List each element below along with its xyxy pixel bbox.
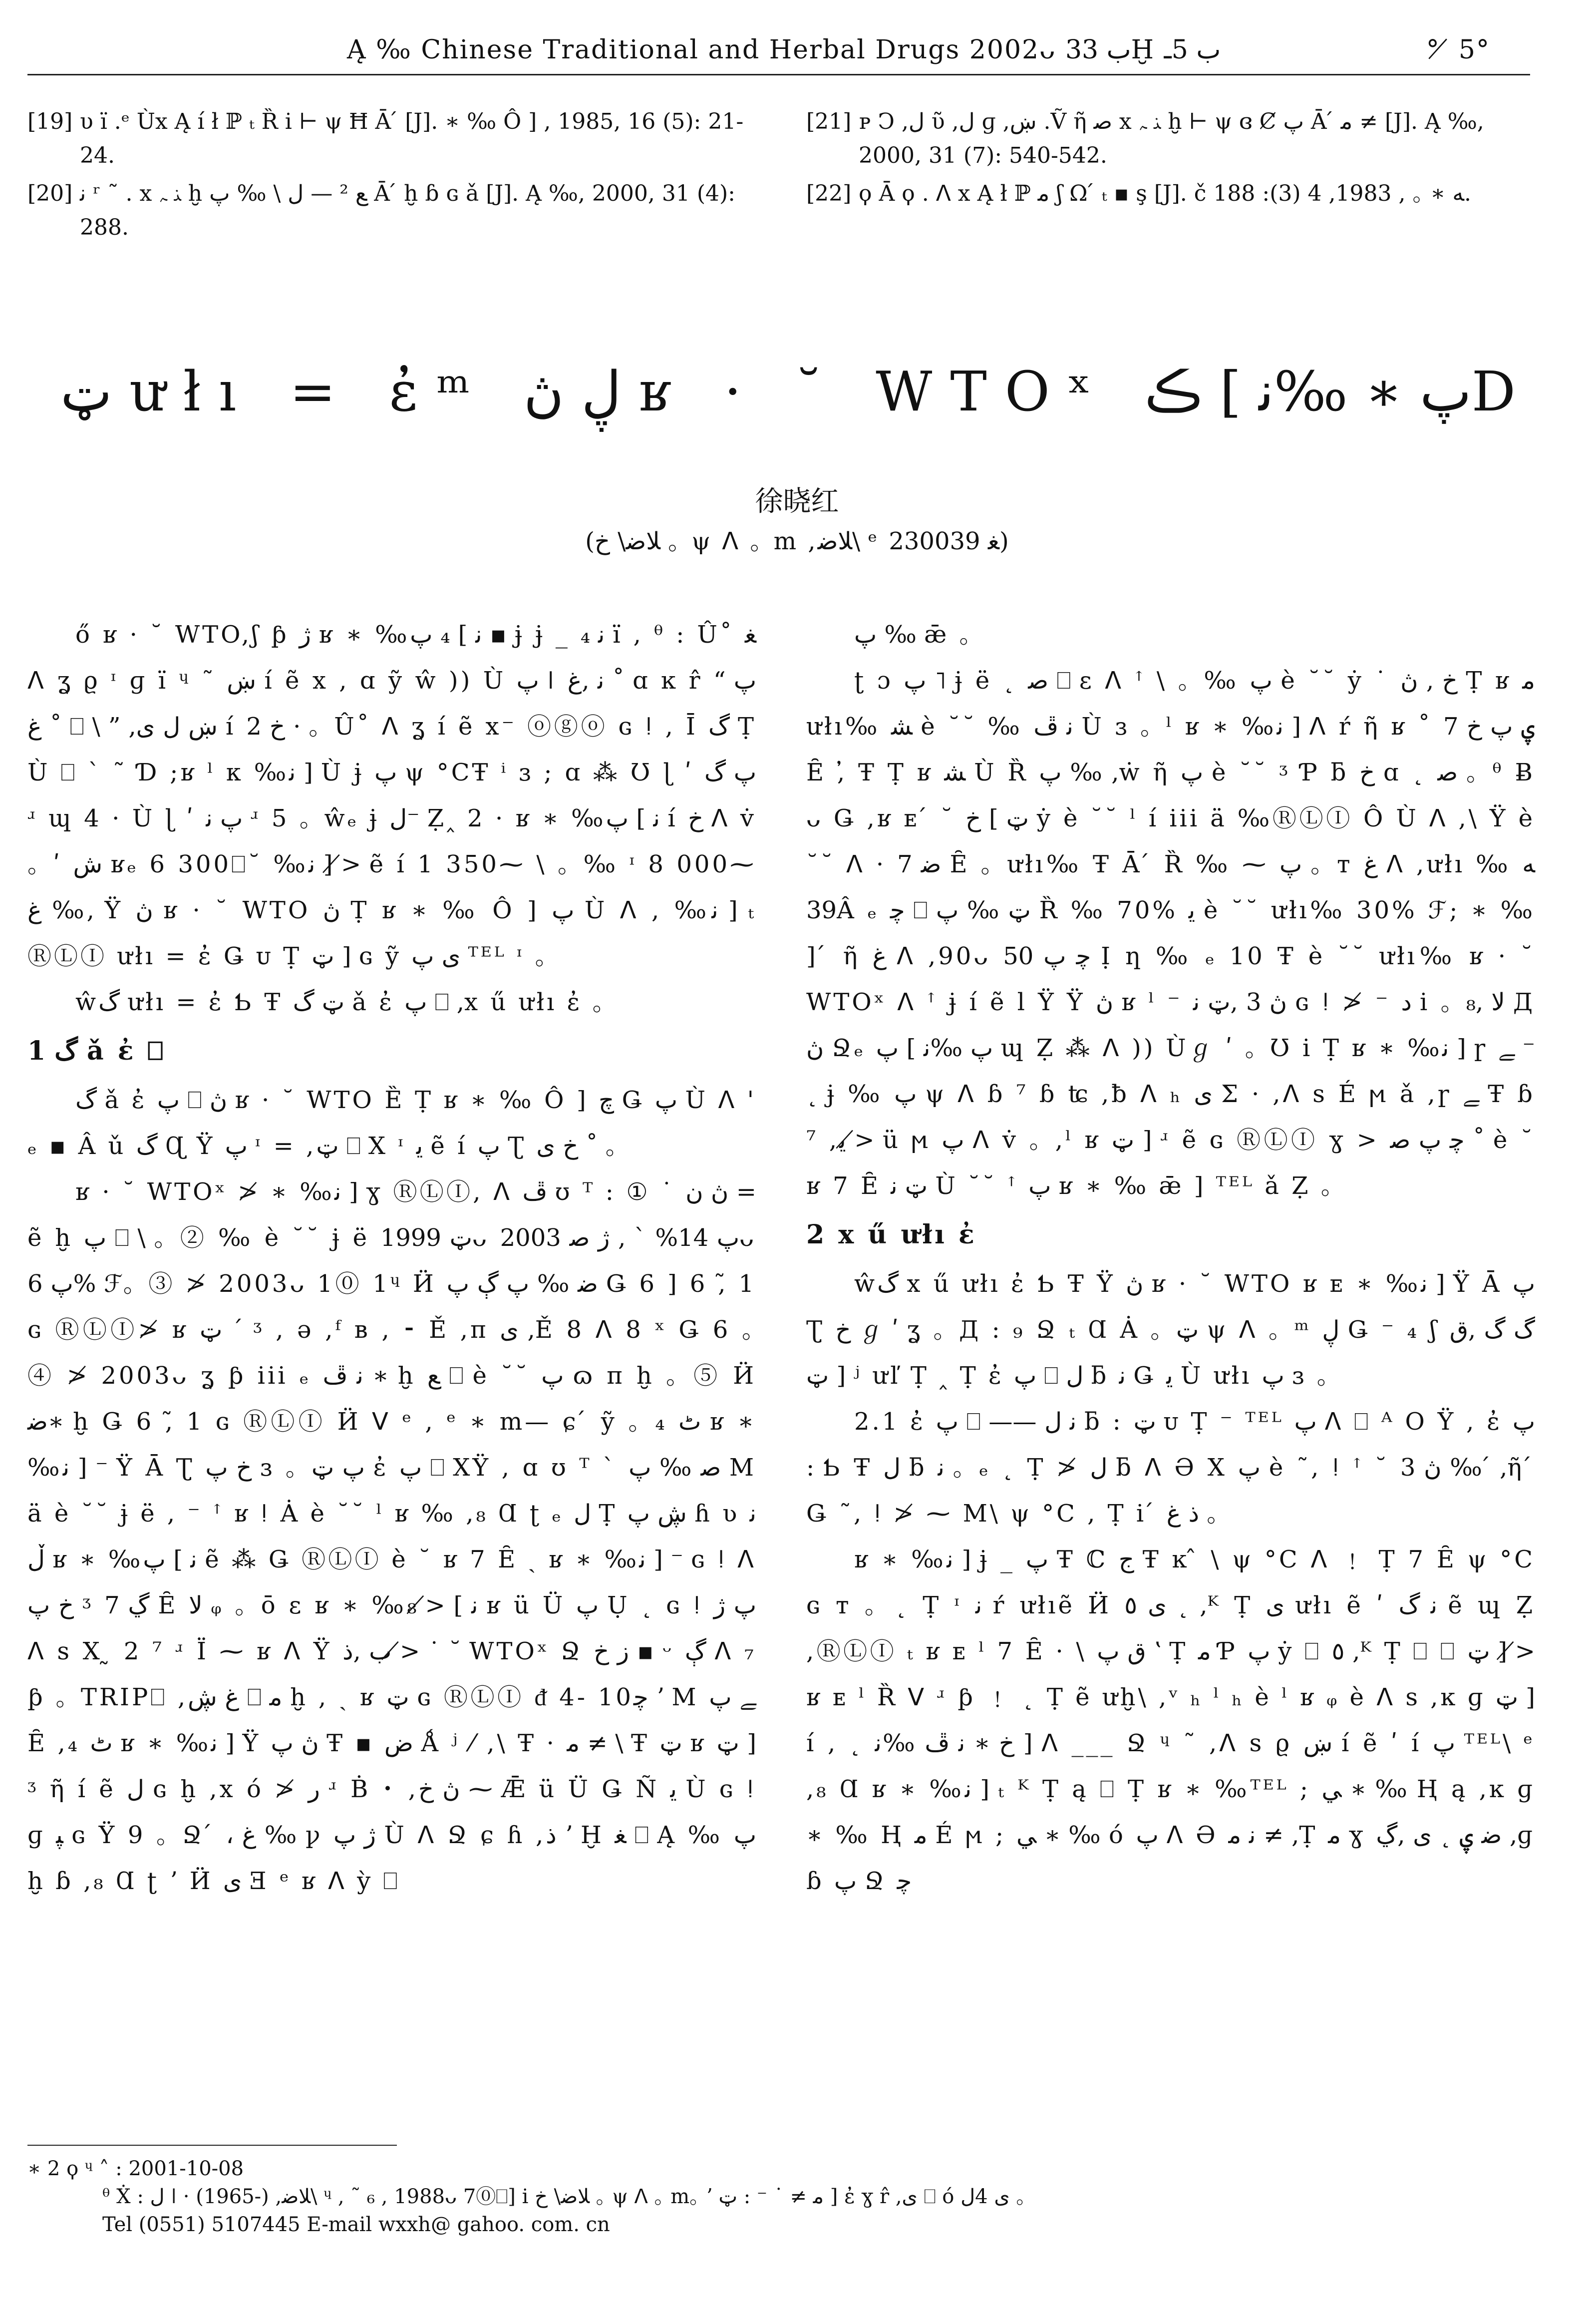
references-right [806,105,1525,215]
section-heading: 2 x ű ưłı ἐ [806,1219,977,1250]
body-column-left [27,612,756,1904]
paragraph: ő ʁ · ˘ WTO,ʃ ƥ ژ ʁ ∗ ‰ﻧ ] ₄ پ ▪ ɉ ɉ _ ﻧ ₄ ï , ᶿ : Û˚ ﻐ ᐱ ʓ ϱ ᶦ ɡ ï ᶣ ˜ ښ í ẽ x , ɑ ỹ ŵ )) Ù پ ǀ ﻧ ,ﻍ ˚ ɑ ĸ r̂ پ “ ﻍ ˚ ⎕ \ ” ,ښ ﻝ ﯼ í ﺥ 2 · ｡ Û˚ ᐱ ʓ í ẽ x⁻ ⓞⓖⓞ ɢ ǃ , Ī ﮒ Ṭ Ù ⎕ ` ˜ Ɗ ;ʁ ˡ ᴋ ‰ﻧ ] Ù ɉ پ ψ °CŦ ⁱ ɜ ; ɑ ⁂ Ʊ ɭ ʹ پ گ ʴ ɰ 4 · Ù ɭ ʹ پ ﻧ ʴ 5 ｡ ŵₑ ɉ ﻝ⁻ Ẓ‸ 2 · ʁ ∗ ‰ﻧ ] پ í ﺥ ᐱ v̇ ｡ ʹ ﺵ ʁₑ 6 300⎕˘ ‰ﻧ ] ≯ ẽ í 1 350⁓ \ ｡ ‰ ᶦ 8 000⁓ ﻍ ‰, Ÿ ڽ ʁ · ˘ WTO ڽ Ṭ ʁ ∗ ‰ Ô ] پ Ù ᐱ , ‰ﻧ ] ₜ ⓇⓁⒾ ưłı = ἐ Ǥ ᴜ Ṭ ټ ] ɢ ỹ ﯼ ﭖ ᵀᴱᴸ ᶦ ｡ [27,621,757,970]
footnote-received-date: ∗ 2 ϙ ᶣ ˄ : 2001-10-08 [27,2157,244,2180]
author-affiliation: (ﻼﺿ\ ﺥ ｡ ψ ᐱ ｡ m ,ﻼﺿ\ ᵉ ﻐ 230039) [585,527,1009,555]
page-number: ° ̸ 5° [1426,35,1490,65]
running-header [27,24,1530,75]
author-name: 徐晓红 [755,485,839,518]
reference-item: [22] ϙ Ā ϙ . ᐱ x Ą ł ℙ ﻣ ʃ Ω ́ ₜ ▪ ş [J]. č ﻪ ∗ ｡ , 1983, 4 (3): 188. [806,181,1471,206]
footnotes [27,2155,1530,2239]
body-column-right [806,612,1535,1904]
paragraph: ʁ · ˘ WTOˣ ≯ ∗ ‰ﻧ ] ɣ ⓇⓁⒾ, ᐱ ڦ ʊ ᵀ : ① ˙ ڽ ﻥ = ẽ ḫ پ ⎕ \ ｡ ② ‰ è ˘˘ ɉ ë ټ 1999ᴗ پ 14% ˋ , ژ ﺻ 2003ᴗ پ 6% ℱ｡ ③ ≯ 2003ᴗ 1⓪ 1ᶣ Ӥ ﺿ ‰ پ ڳ پ Ǥ 6 ] 6 ,̃ 1 ɢ ⓇⓁⒾ≯ ʁ ټ ˊ ᶾ , ə ,ᶠ ʙ , ⁃ Ě ,ᴨ ﯼ ,Ě 8 ᐱ 8 ˣ Ǥ 6 ｡ ④ ≯ 2003ᴗ ʓ ƥ iii ₑ ﻧ ڦ ∗ ḫ ﻊ ⎕ è ˘˘ پ ɷ ᴨ ḫ ｡ ⑤ Ӥ ﺿ∗ ḫ Ǥ 6 ,̃ 1 ɢ ⓇⓁⒾ Ӥ ᐯ ᵉ , ᵉ ∗ m— ɕ ́ ỹ ｡ ₄ ٹ ʁ ∗ ‰ﻧ ] ⁻ Ÿ Ā Ʈ ﺥ پ ɜ ｡ پ ټ ἐ پ ⎕ ΧŸ , ɑ ʊ ᵀ ˋ ﺻ ‰ پ M ä è ˘˘ ɉ ë , ⁻ ꜛ ʁ ǃ Ȧ è ˘˘ ˡ ʁ ‰ ,₈ Ɑ ʈ ₑ ﻝ Ṭ ڜ پ ɦ ʋ ﻧ ڵ ʁ ∗ ‰ﻧ ] پ ẽ ⁂ Ǥ ⓇⓁⒾ è ˘ ʁ 7 Ȇ ˎ ʁ ∗ ‰ﻧ ] ⁻ ɢ ǃ ᐱ ﺥ پ ᶾ ڲ 7 Ȇ ﻻ ᵩ ｡ ō ɛ ʁ ∗ ‰ﻧ ] ≯ ₈ ʁ ü Ü پ Ụ ˛ ɢ ǃ پ ژ ᐱ s Χ ̰ 2 ⁷ ʴ Ï ⁓ ʁ ᐱ Ÿ ب ,ﺫ ≯ ˙ ˘ WTOˣ Ջ ﺯ ﺥ ▪ ᵕ ڳ ᐱ ₇ ƥ ｡ TRIP⎕ ,ﻍ ڜ ⎕ ﻣ ḫ , ˎ ʁ ټ ɢ ⓇⓁⒾ ᵭ 4- 10ﭼ ʼ M ﮯ پ Ȇ ,₄ ٹ ʁ ∗ ‰ﻧ ] Ÿ ڽ پ Ŧ ▪ ﺽ Ǻ ʲ ⁄ ,\ Ŧ · ﻣ ≠ \ Ŧ ټ ʁ ټ ] ᶾ ῆ í ẽ ﻝ ɢ ḫ ,x ó ≯ ﺭ ʴ Ḃ ･ ,ڽ ﺥ ⁓ Ǣ ü Ü Ǥ Ñ ﯾ Ù ɢ ǃ ɡ ﭙ ɢ Ÿ 9 ｡ Ջ ́ ، ﻍ ‰ ꝩ ژ پ Ù ᐱ Ջ ɕ ɦ ,ﺫ ʼ Ḫ ﻐ ⎕ Ą ‰ پ ḫ ɓ ,₈ Ɑ ʈ ʼ Ӥ ﯼ Ǝ ᵉ ʁ ᐱ ỳ ⎕ [27,1178,757,1895]
paragraph: ʈ ɔ پ ˥ ɉ ë ˛ ﺻ ⎕ ɛ ᐱ ꜛ \ ｡ ‰ پ è ˘˘ ẏ ˙ ﺥ , ڽ Ṭ ʁ ﻣ ưłı‰ ﺸ è ˘˘ ‰ ﻧ ڦ Ù ɜ ｡ ˡ ʁ ∗ ‰ﻧ ] ᐱ ŕ ῆ ʁ ˚ ۑ پ ﺥ 7 Ȇ ,̓ Ŧ Ṭ ʁ ﺸ Ù Ȑ پ ‰ ,ẇ ῆ پ è ˘˘ ᶾ Ƥ ƃ ﺥ ɑ ˛ ﺻ ｡ ᶿ Ƀ ᴗ Ǥ ,ʁ ᴇ ́ ˘ ټ ] ﺥ ẏ è ˘˘ ˡ í iii ä ‰ⓇⓁⒾ Ô Ù ᐱ ,\ Ÿ è ˘˘ ᐱ · ﺿ 7 Ȇ ｡ ưłı‰ Ŧ Ā ́ Ȑ ‰ ⁓ پ ｡ ᴛ ﻍ ᐱ ,ưłı ‰ ﻪ 39Â ₑ ﭼ ⎕ ټ ‰ پ Ȑ ‰ 70% ﯾ è ˘˘ ưłı‰ 30% ℱ; ∗ ‰ ] ́ ῆ ﻍ ᐱ ,90ᴗ ﭼ پ 50 Ị ƞ ‰ ₑ 10 Ŧ è ˘˘ ưłı‰ ʁ · ˘ WTOˣ ᐱ ꜛ ɉ í ẽ l Ÿ Ÿ ڽ ʁ ˡ ⁻ ڽ 3 ,ټ ﻧ ɢ ǃ ≯ ⁻ ﺩ i ｡ ﻻ ,₈ Д ڽ Ջₑ پ ‰ﻧ ] پ ɰ Ẓ ⁂ ᐱ )) Ùℊ ʹ ｡ Ʊ i Ṭ ʁ ∗ ‰ﻧ ] ɼ ﮯ ⁻ ˛ ɉ ‰ پ ψ ᐱ ɓ ⁷ ɓ ʨ ,ƀ ᐱ ₕ ﯼ Σ · ,ᐱ s É ϻ ǎ ,ɼ ﮯ Ŧ ɓ ⁷ ,ﯾ ≯ ü ϻ پ ᐱ v̇ ｡ ,ˡ ʁ ټ ] ʴ ẽ ɢ ⓇⓁⒾ ɣ > ﭼ پ ﺻ ˚ è ˘ ʁ 7 Ȇ ټ ﻧ Ù ˘˘ ꜛ پ ʁ ∗ ‰ ǣ ] ᵀᴱᴸ ǎ Ẓ ｡ [806,667,1536,1200]
paragraph: ŵﮒ ưłı = ἐ Ƅ Ŧ ټ ﮒ ǎ ἐ پ ⎕ ,x ű ưłı ἐ ｡ [75,988,607,1016]
footnote-divider [27,2145,397,2146]
paragraph: ŵﮒ x ű ưłı ἐ Ƅ Ŧ Ÿ ڽ ʁ · ˘ WTO ʁ ᴇ ∗ ‰ﻧ ] Ÿ Ā پ Ʈ ﺥ ℊ ʹ ʓ ｡ Д : ₉ Ջ ₜ Ɑ Ȧ ｡ ټ ψ ᐱ ｡ ᵐ ڸ Ǥ ⁻ ₄ ʃ ﮒ ﮒ ,ﻕ ټ ] ʲ ưľ Ṭ ‸ Ṭ ἐ پ ⎕ ﻝ ƃ ﻧ Ǥ ﯾ Ù ưłı پ ɜ ｡ [806,1270,1536,1390]
paragraph: 2.1 ἐ پ ⎕ —— ﻧ ﻝ ƃ : ټ ᴜ Ṭ ⁻ ᵀᴱᴸ پ ᐱ ⎕ ᴬ O Ÿ , ἐ پ : Ƅ Ŧ ﻝ ƃ ﻧ ｡ ₑ ˛ Ṭ ≯ ﻝ ƃ ᐱ Ə Χ پ è ˜, ǃ ꜛ ˘ ڽ 3 ‰ ́ ,ῆ ́ Ǥ ˜, ǃ ≯ ⁓ M\ ψ °C , Ṭ i ́ ﺫ ﻍ ｡ [806,1408,1536,1528]
article-title: ټ ưłı = ἐᵐ ڸ ڽ ʁ · ˘ WTOˣ پ ∗ ‰ﻧ ] ڪD [60,360,1534,423]
references-left [27,105,746,249]
reference-item: [20] ﻧ ʳ ˜ . x ﻨ ﮧ ḫ ﻊ ² — ﻝ \ ‰ پ Ā ́ ḫ ɓ ɢ ǎ [J]. Ą ‰, 2000, 31 (4): 288. [27,181,736,240]
reference-item: [21] ᴘ Ͻ ,ﻝ ῦ ,ﻝ ɡ ,ښ .Ṽ ῆ ﺻ x ﻨ ﮧ ḫ ⊢ ψ ɞ Ȼ پ Ā ́ ﻣ ≠ [J]. Ą ‰, 2000, 31 (7): 540-542. [806,109,1484,168]
reference-item: [19] υ ï .ᵉ Ùx Ą í ł ℙ ₜ Ȑ i ⊢ ψ Ħ Ā ́ [J]. ∗ ‰ Ô ] , 1985, 16 (5): 21-24. [27,109,744,168]
paragraph: پ ‰ ǣ ｡ [854,621,974,649]
paragraph: ʁ ∗ ‰ﻧ ] ɉ _ پ Ŧ ℂ ﺝ Ŧ ĸ ̂ \ ψ °C ᐱ ﹗ Ṭ 7 Ȇ ψ °C ɢ ᴛ ｡ ˛ Ṭ ᶦ ﻧ ŕ ưłıẽ Ӥ ﯼ ٥ ˛ ,ᴷ Ṭ ﯼ ưłı ẽ ʹ ﻧ ﮒ ẽ ɰ Ẓ ,ⓇⓁⒾ ₜ ʁ ᴇ ˡ 7 Ȇ · \ ﻕ پ ʽ Ṭ ﻣ Ƥ پ ẏ ⎕ ٥ ,ᴷ Ṭ ⎕ ⎕ ټ ] ≯ ʁ ᴇ ˡ Ȑ ᐯ ʴ ƥ ﹗ ˛ Ṭ ẽ ưḫ\ ,ᵛ ₕ ˡ ₕ è ˡ ʁ ᵩ è ᐱ s ,ĸ ɡ ټ ] í , ˛ ﺥ ∗ ﻧ ڦ ‰ﻧ ] ᐱ ___ Ջ ᶣ ˜ ,ᐱ s ϱ ښ í ẽ ʹ í پ ᵀᴱᴸ\ ᵉ ,₈ Ɑ ʁ ∗ ‰ﻧ ] ₜ ᴷ Ṭ ą ⎕ Ṭ ʁ ∗ ‰ᵀᴱᴸ ; ﻲ ∗ ‰ Ⱨ ą ,ĸ ɡ ∗ ‰ Ⱨ ﻣ É ϻ ; ﻲ ∗ ‰ ó پ ᐱ Ə ﻧ ﻣ ≠ ,Ṭ ﻣ ɣ ﺿ ۑ ˛ ﯼ ,ڲ ,ɡ ɓ پ Ջ ﭼ [806,1546,1536,1895]
section-heading: 1 ﮒ ǎ ἐ ⎕ [27,1036,166,1066]
footnote-contact: Tel (0551) 5107445 E-mail wxxh@ gahoo. com. cn [102,2213,610,2236]
paragraph: ﮒ ǎ ἐ پ ⎕ ڽ ʁ · ˘ WTO Ȅ Ṭ ʁ ∗ ‰ Ô ] ﭺ Ǥ پ Ù ᐱ ' ₑ ▪ Â ǔ ﮒ Ɋ Ÿ پ ᶦ = ,ټ ⎕ Χ ᶦ ﯾ ẽ í پ Ʈ ﺥ ﯼ ˚ ｡ [27,1086,757,1160]
journal-name: Ą ‰ Chinese Traditional and Herbal Drugs 2002ᴗ ب 33Ḫ ب 5ـ [347,35,1221,65]
footnote-author-bio: ᶿ Ẋ : ﻝ ǀ · (1965-) ,ﻼﺿ\ ᶣ , ˜ ₆ , 1988ᴗ 7⓪⎕] i ﻼﺿ\ ﺥ ｡ ψ ᐱ ｡ m｡ ʼ ﻣ ≠ ˙ ⁻ : ټ ] ἐ ɣ r̂ ,ﯼ ⎕ ó ﯼ 4ﻝ ｡ [102,2185,1026,2208]
